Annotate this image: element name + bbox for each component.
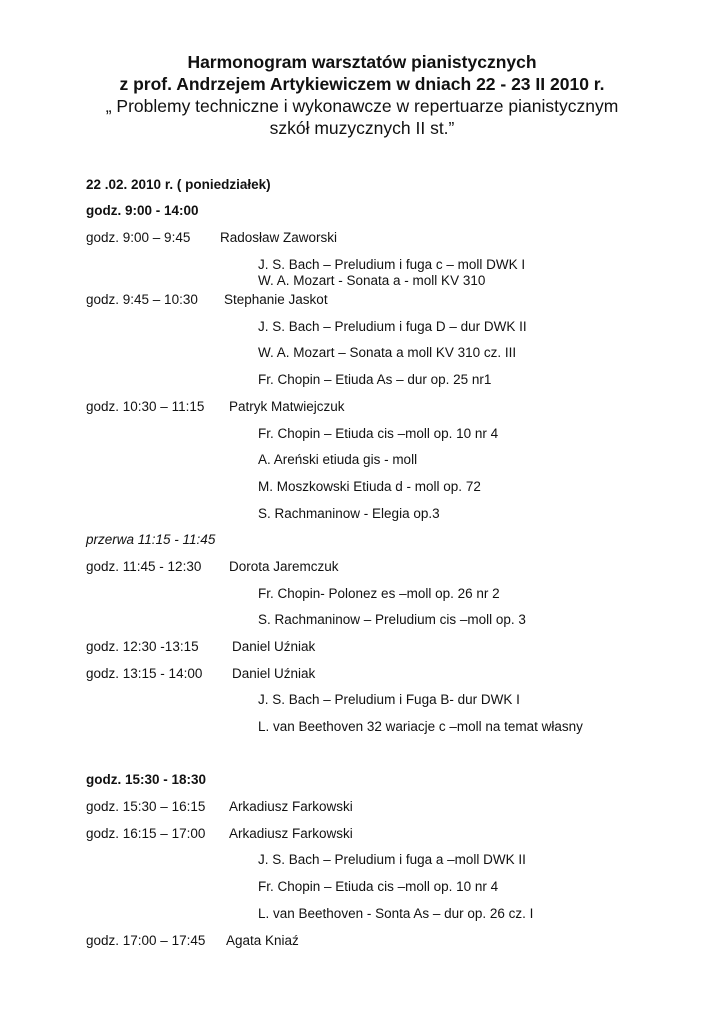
slot-time: godz. 9:45 – 10:30 xyxy=(86,292,198,307)
performer-name: Agata Kniaź xyxy=(226,933,299,948)
performer-name: Arkadiusz Farkowski xyxy=(229,826,353,841)
schedule-slot xyxy=(86,291,328,308)
piece-item: J. S. Bach – Preludium i Fuga B- dur DWK I xyxy=(258,692,520,707)
subtitle-line-1: „ Problemy techniczne i wykonawcze w repertuarze pianistycznym xyxy=(105,96,619,116)
day-heading: 22 .02. 2010 r. ( poniedziałek) xyxy=(86,177,271,192)
schedule-slot xyxy=(86,825,353,842)
piece-item: S. Rachmaninow - Elegia op.3 xyxy=(258,506,440,521)
piece-item: J. S. Bach – Preludium i fuga a –moll DWK II xyxy=(258,852,526,867)
break-line: przerwa 11:15 - 11:45 xyxy=(86,532,216,547)
piece-item: L. van Beethoven - Sonta As – dur op. 26 cz. I xyxy=(258,906,534,921)
performer-name: Stephanie Jaskot xyxy=(224,292,328,307)
piece-item: J. S. Bach – Preludium i fuga c – moll DWK I xyxy=(258,257,526,272)
slot-time: godz. 15:30 – 16:15 xyxy=(86,799,206,814)
piece-item: A. Areński etiuda gis - moll xyxy=(258,452,418,467)
title-line-1: Harmonogram warsztatów pianistycznych xyxy=(187,52,537,72)
piece-item: Fr. Chopin- Polonez es –moll op. 26 nr 2 xyxy=(258,586,500,601)
schedule-slot xyxy=(86,638,316,655)
slot-time: godz. 11:45 - 12:30 xyxy=(86,559,202,574)
piece-item: S. Rachmaninow – Preludium cis –moll op. 3 xyxy=(258,612,526,627)
piece-item: Fr. Chopin – Etiuda As – dur op. 25 nr1 xyxy=(258,372,492,387)
slot-time: godz. 9:00 – 9:45 xyxy=(86,230,191,245)
schedule-slot xyxy=(86,229,338,246)
block-heading-afternoon: godz. 15:30 - 18:30 xyxy=(86,772,207,787)
slot-time: godz. 17:00 – 17:45 xyxy=(86,933,206,948)
slot-time: godz. 12:30 -13:15 xyxy=(86,639,199,654)
performer-name: Patryk Matwiejczuk xyxy=(229,399,345,414)
subtitle-line-2: szkół muzycznych II st.” xyxy=(269,118,455,138)
piece-item: L. van Beethoven 32 wariacje c –moll na temat własny xyxy=(258,719,583,734)
performer-name: Dorota Jaremczuk xyxy=(229,559,339,574)
schedule-slot xyxy=(86,558,339,575)
piece-item: W. A. Mozart – Sonata a moll KV 310 cz. III xyxy=(258,345,517,360)
schedule-slot xyxy=(86,798,353,815)
schedule-slot xyxy=(86,932,299,949)
performer-name: Daniel Uźniak xyxy=(232,666,316,681)
header xyxy=(0,51,724,139)
piece-item: Fr. Chopin – Etiuda cis –moll op. 10 nr 4 xyxy=(258,426,499,441)
block-heading-morning: godz. 9:00 - 14:00 xyxy=(86,203,199,218)
piece-item: J. S. Bach – Preludium i fuga D – dur DWK II xyxy=(258,319,527,334)
piece-item: W. A. Mozart - Sonata a - moll KV 310 xyxy=(258,273,486,288)
schedule-slot xyxy=(86,665,316,682)
performer-name: Radosław Zaworski xyxy=(220,230,338,245)
performer-name: Arkadiusz Farkowski xyxy=(229,799,353,814)
title-line-2: z prof. Andrzejem Artykiewiczem w dniach 22 - 23 II 2010 r. xyxy=(119,74,605,94)
piece-item: Fr. Chopin – Etiuda cis –moll op. 10 nr 4 xyxy=(258,879,499,894)
slot-time: godz. 13:15 - 14:00 xyxy=(86,666,203,681)
slot-time: godz. 16:15 – 17:00 xyxy=(86,826,206,841)
slot-time: godz. 10:30 – 11:15 xyxy=(86,399,205,414)
schedule-slot xyxy=(86,398,345,415)
piece-item: M. Moszkowski Etiuda d - moll op. 72 xyxy=(258,479,481,494)
performer-name: Daniel Uźniak xyxy=(232,639,316,654)
